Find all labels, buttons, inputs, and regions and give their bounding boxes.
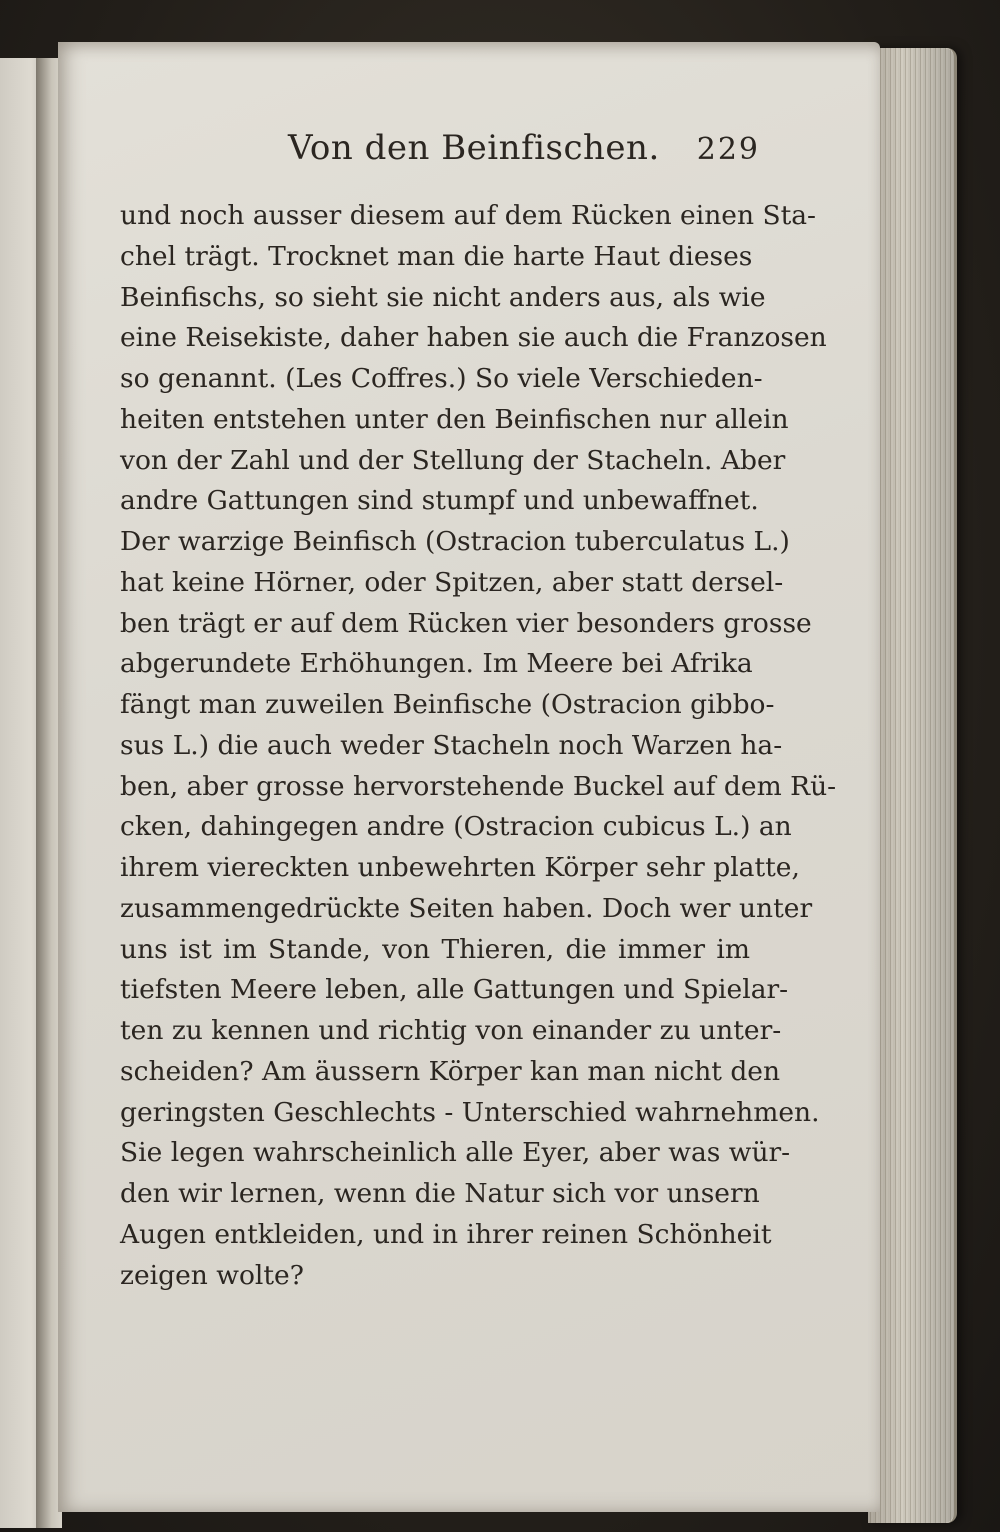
text-line: ben trägt er auf dem Rücken vier besonders grosse	[120, 607, 812, 639]
text-line: und noch ausser diesem auf dem Rücken einen Sta-	[120, 200, 817, 231]
text-line: abgerundete Erhöhungen. Im Meere bei Afrika	[120, 648, 753, 680]
text-line: zusammengedrückte Seiten haben. Doch wer unter	[120, 892, 813, 924]
text-line: scheiden? Am äussern Körper kan man nicht den	[120, 1055, 781, 1087]
text-line: zeigen wolte?	[120, 1259, 304, 1291]
text-line: den wir lernen, wenn die Natur sich vor unsern	[120, 1178, 760, 1209]
text-line: sus L.) die auch weder Stacheln noch Warzen ha-	[120, 729, 783, 761]
page-block-shading	[868, 48, 954, 1523]
text-line: cken, dahingegen andre (Ostracion cubicus L.) an	[120, 811, 792, 843]
text-line: Augen entkleiden, und in ihrer reinen Schönheit	[120, 1218, 772, 1250]
text-line: Sie legen wahrscheinlich alle Eyer, aber was wür-	[120, 1137, 791, 1169]
text-line: chel trägt. Trocknet man die harte Haut dieses	[120, 240, 753, 272]
text-line: ihrem viereckten unbewehrten Körper sehr platte,	[120, 852, 800, 883]
text-line: ten zu kennen und richtig von einander zu unter-	[120, 1015, 782, 1046]
page-header	[120, 128, 760, 178]
text-line: uns ist im Stande, von Thieren, die immer im	[120, 933, 750, 965]
text-line: hat keine Hörner, oder Spitzen, aber statt dersel-	[120, 566, 784, 598]
text-line: Der warzige Beinfisch (Ostracion tuberculatus L.)	[120, 526, 790, 557]
text-line: fängt man zuweilen Beinfische (Ostracion gibbo-	[120, 689, 775, 720]
text-line: tiefsten Meere leben, alle Gattungen und Spielar-	[120, 974, 789, 1006]
body-text	[120, 196, 837, 1296]
running-head: Von den Beinfischen.	[288, 128, 660, 168]
text-line: geringsten Geschlechts - Unterschied wahrnehmen.	[120, 1096, 820, 1128]
text-line: andre Gattungen sind stumpf und unbewaffnet.	[120, 485, 759, 517]
page-number: 229	[696, 132, 760, 167]
text-line: so genannt. (Les Coffres.) So viele Verschieden-	[120, 363, 763, 394]
text-line: von der Zahl und der Stellung der Stacheln. Aber	[120, 444, 786, 476]
text-line: eine Reisekiste, daher haben sie auch die Franzosen	[120, 322, 827, 354]
text-line: ben, aber grosse hervorstehende Buckel auf dem Rü-	[120, 770, 837, 802]
text-line: Beinfischs, so sieht sie nicht anders aus, als wie	[120, 281, 766, 313]
text-line: heiten entstehen unter den Beinfischen nur allein	[120, 403, 789, 435]
